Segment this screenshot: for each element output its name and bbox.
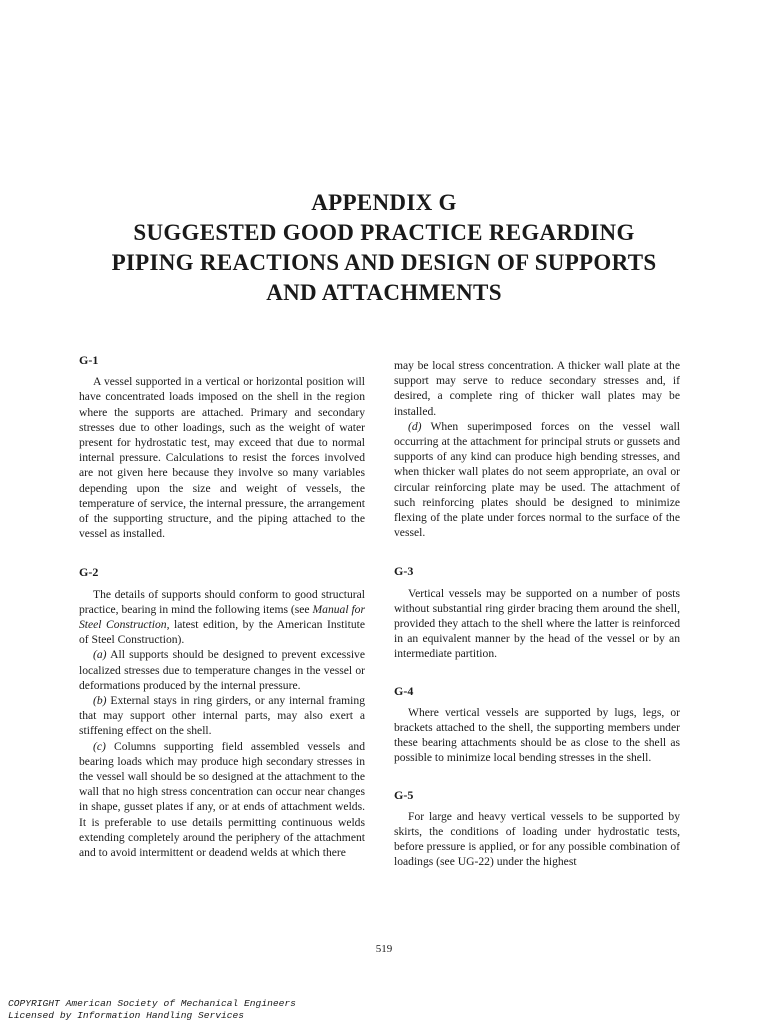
g5-paragraph: For large and heavy vertical vessels to be supported by skirts, the conditions of loading under hydrostatic tests, before pressure is applied, or for any possible combination of loadings (see UG-22) under the highest <box>394 809 680 869</box>
g2-item-c-continuation: may be local stress concentration. A thicker wall plate at the support may serve to reduce secondary stresses and, if desired, a complete ring of thicker wall plates may be installed. <box>394 359 680 418</box>
copyright-line-1: COPYRIGHT American Society of Mechanical Engineers <box>8 998 296 1009</box>
item-b-text: External stays in ring girders, or any internal framing that may support other internal parts, may also exert a stiffening effect on the shell. <box>79 694 365 738</box>
section-heading-g3: G-3 <box>394 564 414 579</box>
copyright-notice <box>8 998 296 1022</box>
item-c-label: (c) <box>93 739 106 753</box>
section-heading-g4: G-4 <box>394 683 414 698</box>
item-c-text: Columns supporting field assembled vessels and bearing loads which may produce high secondary stresses in the vessel wall should be so designed at the attachment to the wall that no high stress concentration can occur near changes in shape, gusset plates if any, or at ends of attachment welds. It is preferable to use details permitting continuous welds extending completely around the periphery of the attachment and to avoid intermittent or deadend welds at which there <box>79 739 365 860</box>
right-column <box>394 358 680 870</box>
g2-reference-title: Manual for Steel Construction, <box>79 602 365 632</box>
left-column <box>79 353 365 860</box>
g2-item-a <box>79 647 365 693</box>
g2-intro-paragraph <box>79 587 365 648</box>
title-line-2: SUGGESTED GOOD PRACTICE REGARDING <box>133 220 635 245</box>
section-heading-g5: G-5 <box>394 787 414 802</box>
title-line-3: PIPING REACTIONS AND DESIGN OF SUPPORTS <box>111 250 657 275</box>
g3-paragraph: Vertical vessels may be supported on a number of posts without substantial ring girder bracing them around the shell, provided they attach to the shell where the latter is reinforced in an equivalent manner by the head of the vessel or by an intermediate partition. <box>394 586 680 661</box>
appendix-title <box>0 188 768 308</box>
title-line-1: APPENDIX G <box>311 190 457 215</box>
item-b-label: (b) <box>93 694 107 708</box>
g2-item-b <box>79 693 365 739</box>
g1-paragraph: A vessel supported in a vertical or horizontal position will have concentrated loads imposed on the shell in the region where the supports are attached. Primary and secondary stresses due to other loadings, such as the weight of water present for hydrostatic test, may exceed that due to normal internal pressure. Calculations to resist the forces involved are not given here because they involve so many variables depending upon the size and weight of vessels, the temperature of service, the internal pressure, the arrangement of the supporting structure, and the piping attached to the vessel as installed. <box>79 375 365 541</box>
item-a-text: All supports should be designed to prevent excessive localized stresses due to temperature changes in the vessel or deformations produced by the internal pressure. <box>79 648 365 692</box>
g2-intro-text-b: latest edition, by the American Institute of Steel Construction). <box>79 618 365 647</box>
page-number: 519 <box>375 943 393 955</box>
g2-item-c <box>79 739 365 861</box>
item-d-text: When superimposed forces on the vessel wall occurring at the attachment for principal struts or gussets and supports of any kind can produce high bending stresses, and when thicker wall plates do not seem appropriate, an oval or circular reinforcing plate may be used. The attachment of such reinforcing plates should be designed to minimize flexing of the plate under forces normal to the surface of the vessel. <box>394 419 680 540</box>
section-heading-g1: G-1 <box>79 353 99 367</box>
item-a-label: (a) <box>93 648 107 662</box>
title-line-4: AND ATTACHMENTS <box>266 280 502 305</box>
g4-paragraph: Where vertical vessels are supported by lugs, legs, or brackets attached to the shell, the supporting members under these bearing attachments should be as close to the shell as possible to minimize local bending stresses in the shell. <box>394 705 680 765</box>
copyright-line-2: Licensed by Information Handling Services <box>8 1010 245 1021</box>
item-d-label: (d) <box>408 419 422 433</box>
section-heading-g2: G-2 <box>79 565 99 580</box>
g2-item-d <box>394 419 680 541</box>
g2-intro-text-a: The details of supports should conform to good structural practice, bearing in mind the following items (see <box>79 587 365 616</box>
